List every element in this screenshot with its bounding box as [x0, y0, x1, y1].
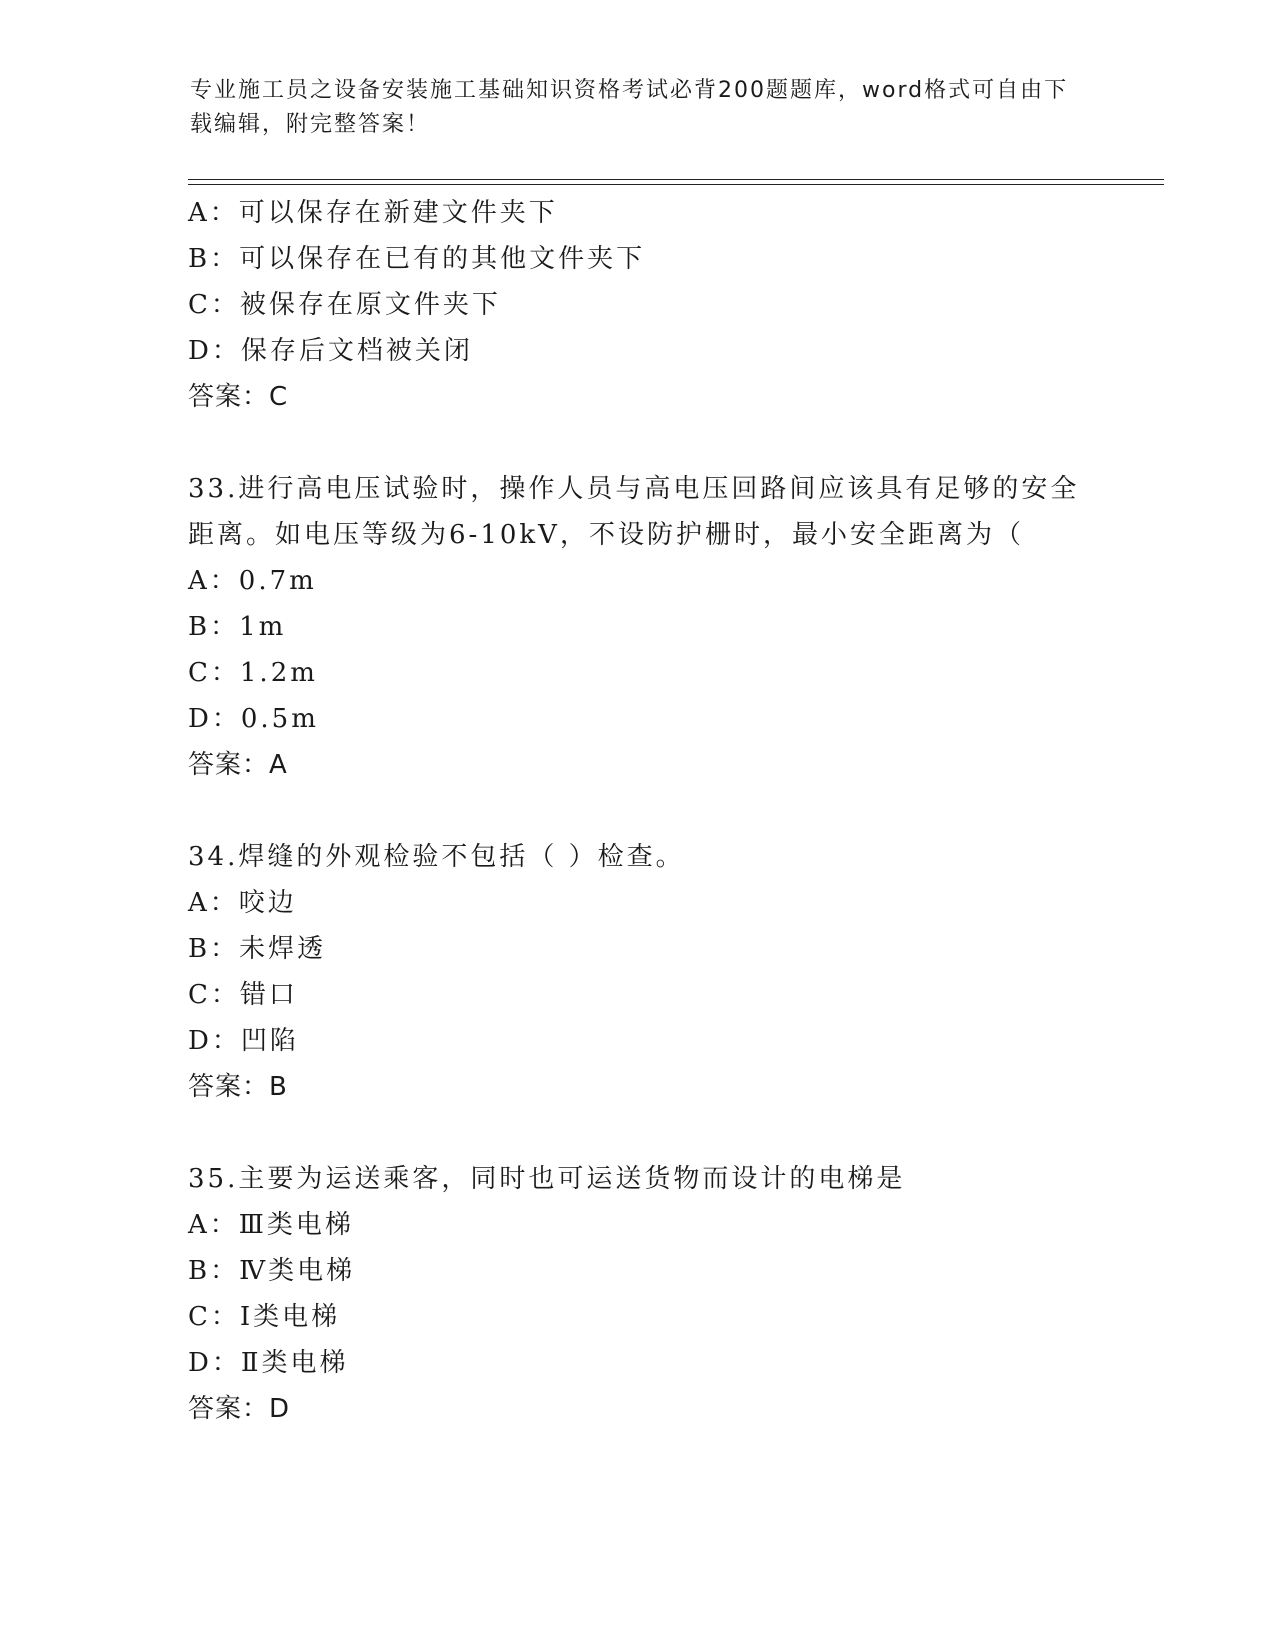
question-stem: 34.焊缝的外观检验不包括（ ）检查。 — [188, 842, 685, 872]
answer-line: 答案：C — [188, 382, 289, 412]
option-a: A：咬边 — [188, 888, 297, 918]
document-header: 专业施工员之设备安装施工基础知识资格考试必背200题题库，word格式可自由下载编辑，附完整答案！ — [190, 78, 1069, 137]
option-a: A：可以保存在新建文件夹下 — [188, 198, 558, 228]
option-d: D：0.5m — [188, 704, 319, 734]
question-block — [188, 834, 1108, 1110]
question-block — [188, 466, 1108, 788]
option-c: C：1.2m — [188, 658, 318, 688]
option-a: A：0.7m — [188, 566, 317, 596]
question-list — [188, 190, 1108, 1432]
answer-line: 答案：B — [188, 1072, 288, 1102]
option-c: C：被保存在原文件夹下 — [188, 290, 501, 320]
spacer — [188, 420, 1108, 466]
option-d: D：凹陷 — [188, 1026, 299, 1056]
option-b: B：可以保存在已有的其他文件夹下 — [188, 244, 646, 274]
answer-line: 答案：D — [188, 1394, 291, 1424]
answer-line: 答案：A — [188, 750, 288, 780]
question-block — [188, 190, 1108, 420]
option-a: A：Ⅲ类电梯 — [188, 1210, 354, 1240]
spacer — [188, 788, 1108, 834]
spacer — [188, 1110, 1108, 1156]
option-d: D：Ⅱ类电梯 — [188, 1348, 349, 1378]
question-block — [188, 1156, 1108, 1432]
option-c: C：Ⅰ类电梯 — [188, 1302, 341, 1332]
option-c: C：错口 — [188, 980, 298, 1010]
option-b: B：未焊透 — [188, 934, 327, 964]
option-b: B：1m — [188, 612, 287, 642]
header-divider-top — [188, 179, 1164, 180]
question-stem: 33.进行高电压试验时，操作人员与高电压回路间应该具有足够的安全距离。如电压等级为6-10kV，不设防护栅时，最小安全距离为（ — [188, 474, 1080, 550]
question-stem: 35.主要为运送乘客，同时也可运送货物而设计的电梯是 — [188, 1164, 906, 1194]
header-divider-bottom — [188, 184, 1164, 185]
option-b: B：Ⅳ类电梯 — [188, 1256, 356, 1286]
option-d: D：保存后文档被关闭 — [188, 336, 473, 366]
